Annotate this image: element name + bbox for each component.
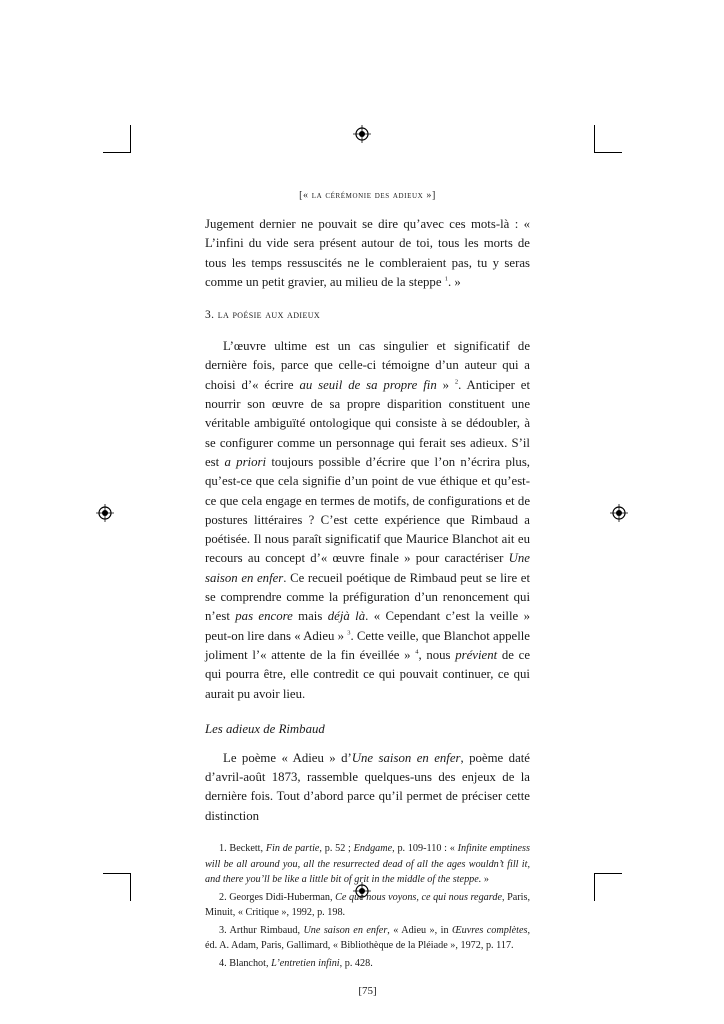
body-paragraph-1 <box>205 337 530 704</box>
crop-mark-top-left-h <box>103 152 131 153</box>
text-run: L’œuvre ultime est un cas singulier et significatif de dernière fois, parce que celle-ci témoigne d’un auteur qui a choisi d’« écrire <box>205 339 530 392</box>
text-run: . Cette veille, que Blanchot appelle joliment l’« attente de la fin éveillée » <box>205 628 530 662</box>
text-run: Le poème « Adieu » d’ <box>223 750 352 765</box>
body-paragraph-2 <box>205 749 530 826</box>
footnote-1: 1. Beckett, Fin de partie, p. 52 ; Endgame, p. 109-110 : « Infinite emptiness will be all around you, all the resurrected dead of all the ages wouldn’t fill it, and there you’ll be like a little bit of grit in the middle of the steppe. » <box>205 843 530 886</box>
intro-paragraph <box>205 215 530 292</box>
text-run: , nous <box>418 647 456 662</box>
italic-run: prévient <box>455 647 498 662</box>
footnote-ref-2[interactable]: 2 <box>454 378 459 386</box>
text-run: . Anticiper et nourrir son œuvre de sa propre disparition constituent une véritable ambiguïté ontologique qui consiste à se dédoubler, à se configurer comme un personnage qui ferait ses adieux. S’il est <box>205 377 531 469</box>
footnote-ref-1[interactable]: 1 <box>444 275 448 283</box>
intro-text: Jugement dernier ne pouvait se dire qu’avec ces mots-là : « L’infini du vide sera présent autour de toi, tous les morts de tous les temps ressuscités ne le combleraient pas, tu y seras comme un petit gravier, au milieu de la steppe <box>205 217 530 289</box>
footnote-ref-4[interactable]: 4 <box>415 648 419 656</box>
crop-mark-top-right-v <box>594 125 595 153</box>
footnote-2: 2. Georges Didi-Huberman, Ce que nous voyons, ce qui nous regarde, Paris, Minuit, « Critique », 1992, p. 198. <box>205 891 531 919</box>
text-run: , poème daté d’avril-août 1873, rassemble quelques-uns des enjeux de la dernière fois. Tout d’abord parce qu’il permet de préciser cette distinction <box>205 750 530 823</box>
footnote-ref-3[interactable]: 3 <box>347 629 351 637</box>
intro-tail: . » <box>447 274 461 289</box>
crop-mark-bottom-right-v <box>594 873 595 901</box>
italic-run: a priori <box>224 454 267 469</box>
text-run: . « Cependant c’est la veille » peut-on lire dans « Adieu » <box>205 609 530 643</box>
text-run: mais <box>292 609 328 624</box>
crop-mark-bottom-right-h <box>594 873 622 874</box>
footnote-4: 4. Blanchot, L’entretien infini, p. 428. <box>219 957 373 969</box>
registration-right-icon <box>610 504 628 522</box>
page-text-block <box>205 190 530 1008</box>
italic-run: Une saison en enfer <box>205 551 530 585</box>
text-run: . Ce recueil poétique de Rimbaud peut se lire et se comprendre comme la préfiguration d’un renoncement qui n’est <box>205 570 530 624</box>
crop-mark-top-left-v <box>130 125 131 153</box>
registration-left-icon <box>96 504 114 522</box>
text-run: toujours possible d’écrire que l’on n’écrira plus, qu’est-ce que cela signifie d’un point de vue éthique et qu’est-ce que cela engage en termes de motifs, de configurations et de postures littéraires ? C’est cette expérience que Rimbaud a poétisée. Il nous paraît significatif que Maurice Blanchot ait eu recours au concept d’« œuvre finale » pour caractériser <box>205 454 531 566</box>
italic-run: déjà là <box>327 609 366 624</box>
text-run: de ce qui pourra être, elle contredit ce qui pouvait continuer, ce qui aurait pu avoir lieu. <box>205 647 530 701</box>
italic-run: Une saison en enfer <box>351 750 461 765</box>
crop-mark-bottom-left-v <box>130 873 131 901</box>
crop-mark-bottom-left-h <box>103 873 131 874</box>
footnote-3: 3. Arthur Rimbaud, Une saison en enfer, « Adieu », in Œuvres complètes, éd. A. Adam, Paris, Gallimard, « Bibliothèque de la Pléiade », 1972, p. 117. <box>205 924 531 952</box>
footnotes <box>205 841 530 971</box>
running-head: [« la cérémonie des adieux »] <box>299 190 436 201</box>
text-run: » <box>436 377 455 392</box>
italic-run: au seuil de sa propre fin <box>299 377 437 392</box>
registration-top-icon <box>353 125 371 143</box>
subheading: Les adieux de Rimbaud <box>205 721 325 736</box>
italic-run: pas encore <box>235 609 293 624</box>
page-number: [75] <box>358 985 377 998</box>
section-heading: 3. la poésie aux adieux <box>205 309 321 322</box>
crop-mark-top-right-h <box>594 152 622 153</box>
